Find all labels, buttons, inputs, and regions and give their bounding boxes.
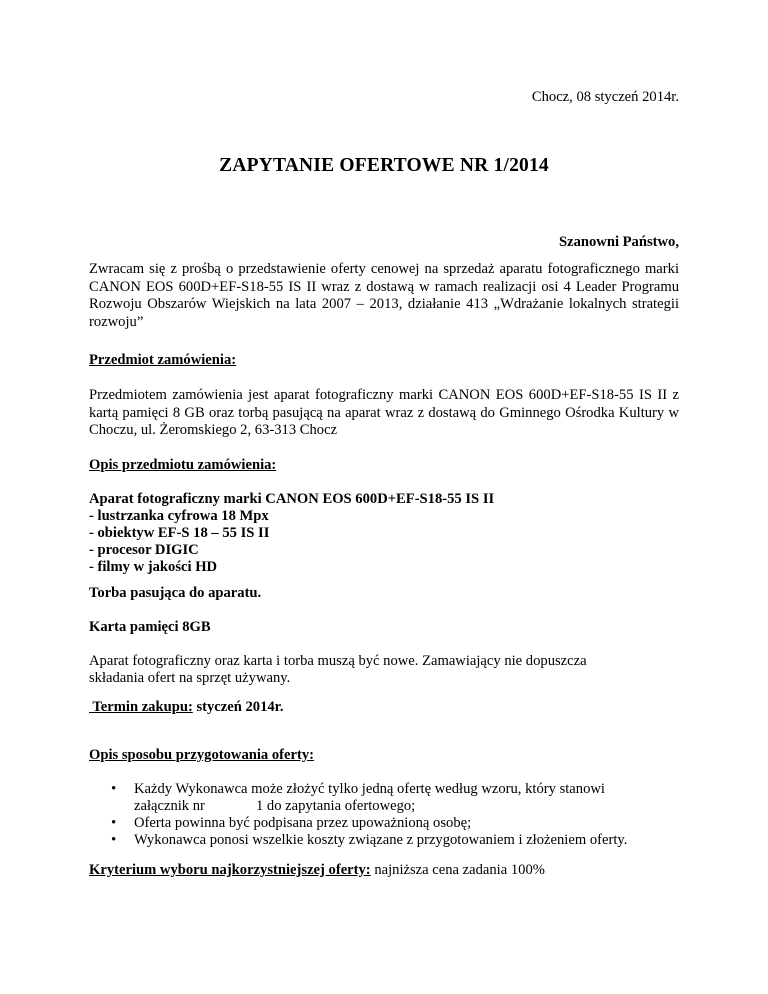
item-text: • Każdy Wykonawca może złożyć tylko jedną ofertę według wzoru, który stanowi [134,781,605,797]
list-item [89,832,679,849]
criterion-label: Kryterium wyboru najkorzystniejszej oferty: [89,862,371,878]
spec-line: - filmy w jakości HD [89,559,218,575]
new-equipment-note [89,653,679,687]
preparation-heading: Opis sposobu przygotowania oferty: [89,747,314,763]
item-text: załącznik nr 1 do zapytania ofertowego; [134,798,416,814]
document-title: ZAPYTANIE OFERTOWE NR 1/2014 [219,155,549,176]
item-text: • Oferta powinna być podpisana przez upoważnioną osobę; [134,815,472,831]
deadline-value: styczeń 2014r. [192,699,284,715]
spec-line: - obiektyw EF-S 18 – 55 IS II [89,525,270,541]
item-text: • Wykonawca ponosi wszelkie koszty związane z przygotowaniem i złożeniem oferty. [134,832,628,848]
greeting: Szanowni Państwo, [558,234,679,250]
list-item [89,781,679,815]
description-heading: Opis przedmiotu zamówienia: [89,457,277,473]
spec-line: - procesor DIGIC [89,542,199,558]
criterion-value: najniższa cena zadania 100% [370,862,545,878]
subject-heading: Przedmiot zamówienia: [89,352,237,368]
subject-paragraph: Przedmiotem zamówienia jest aparat fotograficzny marki CANON EOS 600D+EF-S18-55 IS II z kartą pamięci 8 GB oraz torbą pasującą na aparat wraz z dostawą do Gminnego Ośrodka Kultury w Choczu, ul. Żeromskiego 2, 63-313 Chocz [89,387,679,438]
deadline-label: Termin zakupu: [89,699,193,715]
card-line: Karta pamięci 8GB [89,619,211,635]
criterion-line [89,862,679,879]
note-line: Aparat fotograficzny oraz karta i torba muszą być nowe. Zamawiający nie dopuszcza [89,653,587,669]
intro-paragraph: Zwracam się z prośbą o przedstawienie oferty cenowej na sprzedaż aparatu fotograficznego marki CANON EOS 600D+EF-S18-55 IS II wraz z dostawą w ramach realizacji osi 4 Leader Programu Rozwoju Obszarów Wiejskich na lata 2007 – 2013, działanie 413 „Wdrażanie lokalnych strategii rozwoju” [89,261,679,330]
place-date: Chocz, 08 styczeń 2014r. [531,89,679,105]
bag-line: Torba pasująca do aparatu. [89,585,262,601]
note-line: składania ofert na sprzęt używany. [89,670,291,686]
spec-list [89,491,679,576]
list-item [89,815,679,832]
deadline-line [89,699,679,716]
preparation-list [89,781,679,849]
spec-line: - lustrzanka cyfrowa 18 Mpx [89,508,269,524]
spec-line: Aparat fotograficzny marki CANON EOS 600D+EF-S18-55 IS II [89,491,495,507]
